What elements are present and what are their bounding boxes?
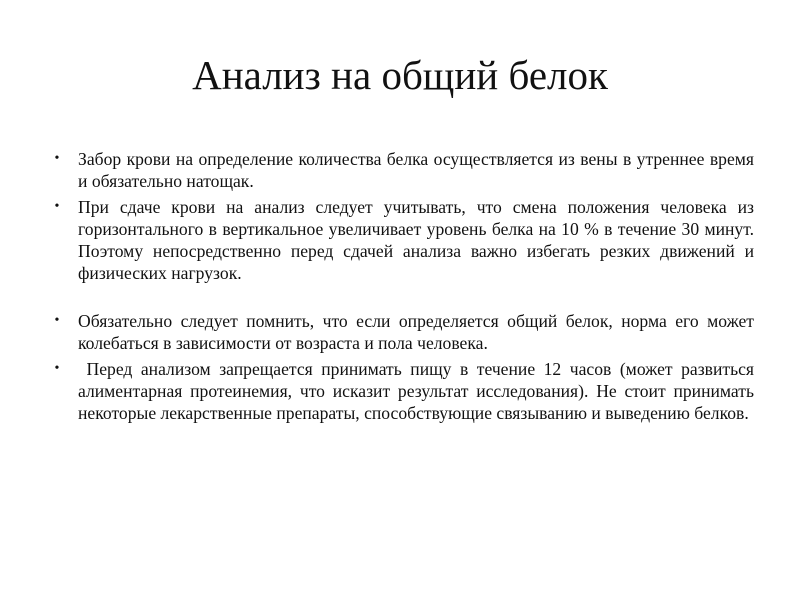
bullet-text: При сдаче крови на анализ следует учитывать, что смена положения человека из горизонтального в вертикальное увеличивает уровень белка на 10 % в течение 30 минут. Поэтому непосредственно перед сдачей анализа важно избегать резких движений и физических нагрузок. bbox=[78, 197, 759, 283]
bullet-item bbox=[54, 148, 759, 192]
bullet-item bbox=[54, 196, 759, 284]
bullet-text: Забор крови на определение количества белка осуществляется из вены в утреннее время и обязательно натощак. bbox=[78, 149, 759, 191]
bullet-text: Обязательно следует помнить, что если определяется общий белок, норма его может колебаться в зависимости от возраста и пола человека. bbox=[78, 311, 759, 353]
slide-title: Анализ на общий белок bbox=[192, 52, 608, 98]
bullet-icon: • bbox=[54, 199, 60, 214]
bullet-icon: • bbox=[54, 361, 60, 376]
bullet-icon: • bbox=[54, 151, 60, 166]
bullet-text: Перед анализом запрещается принимать пищу в течение 12 часов (может развиться алиментарная протеинемия, что исказит результат исследования). Не стоит принимать некоторые лекарственные препараты, способствующие связыванию и выведению белков. bbox=[78, 359, 759, 423]
bullet-list bbox=[54, 148, 759, 428]
bullet-item bbox=[54, 358, 759, 424]
bullet-icon: • bbox=[54, 313, 60, 328]
bullet-item bbox=[54, 310, 759, 354]
